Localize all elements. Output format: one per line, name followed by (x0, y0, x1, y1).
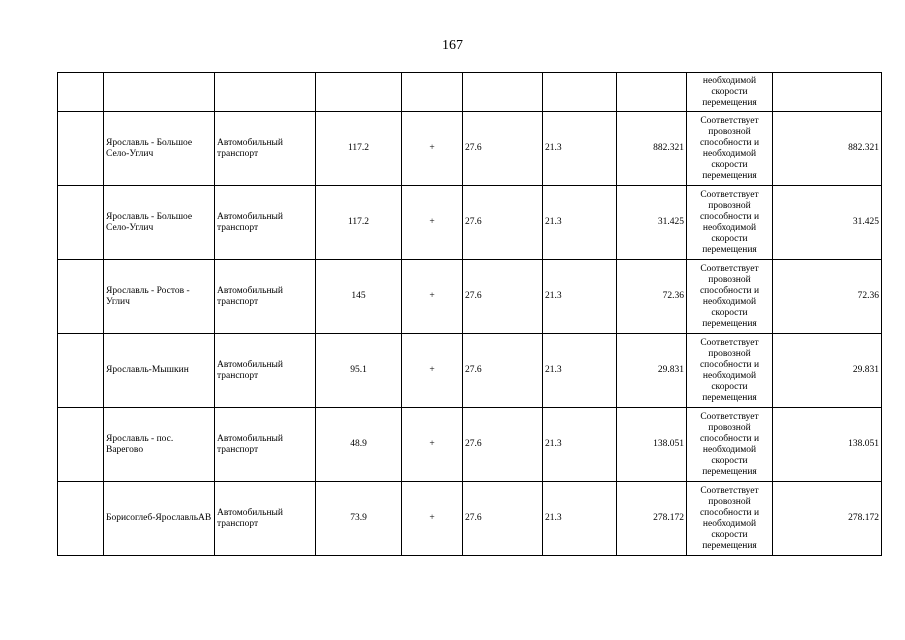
table-row (58, 112, 882, 186)
cell-value2: 278.172 (773, 482, 882, 556)
cell-route: Ярославль - Большое Село-Углич (104, 112, 215, 186)
table-row (58, 334, 882, 408)
continuation-row (58, 73, 882, 112)
cell-index (58, 112, 104, 186)
cell-status: Соответствует провозной способности и необходимой скорости перемещения (687, 482, 773, 556)
cell-v2: 21.3 (543, 482, 617, 556)
cell-v1: 27.6 (463, 112, 543, 186)
cell-v1: 27.6 (463, 482, 543, 556)
cell-v2: 21.3 (543, 260, 617, 334)
cell-route: Ярославль-Мышкин (104, 334, 215, 408)
cell-mark: + (402, 334, 463, 408)
cell-v1: 27.6 (463, 186, 543, 260)
cell-transport: Автомобильный транспорт (215, 260, 316, 334)
cell-value2: 72.36 (773, 260, 882, 334)
cell-status: Соответствует провозной способности и необходимой скорости перемещения (687, 186, 773, 260)
cell-value2 (773, 73, 882, 112)
cell-index (58, 186, 104, 260)
cell-length (316, 73, 402, 112)
cell-length: 145 (316, 260, 402, 334)
cell-value: 31.425 (617, 186, 687, 260)
cell-index (58, 334, 104, 408)
cell-value (617, 73, 687, 112)
cell-value2: 31.425 (773, 186, 882, 260)
cell-status: Соответствует провозной способности и необходимой скорости перемещения (687, 112, 773, 186)
cell-status: Соответствует провозной способности и необходимой скорости перемещения (687, 408, 773, 482)
table-row (58, 482, 882, 556)
cell-index (58, 408, 104, 482)
cell-v2: 21.3 (543, 112, 617, 186)
cell-mark: + (402, 112, 463, 186)
cell-route: Борисоглеб-ЯрославльАВ (104, 482, 215, 556)
cell-value2: 29.831 (773, 334, 882, 408)
cell-index (58, 482, 104, 556)
cell-value: 882.321 (617, 112, 687, 186)
cell-mark: + (402, 408, 463, 482)
cell-status: Соответствует провозной способности и необходимой скорости перемещения (687, 260, 773, 334)
cell-value: 278.172 (617, 482, 687, 556)
routes-table (57, 72, 882, 556)
cell-v1: 27.6 (463, 260, 543, 334)
table-row (58, 186, 882, 260)
cell-mark: + (402, 260, 463, 334)
cell-value2: 138.051 (773, 408, 882, 482)
cell-transport: Автомобильный транспорт (215, 482, 316, 556)
table-row (58, 408, 882, 482)
cell-mark: + (402, 482, 463, 556)
cell-status: Соответствует провозной способности и необходимой скорости перемещения (687, 334, 773, 408)
cell-transport: Автомобильный транспорт (215, 334, 316, 408)
cell-length: 48.9 (316, 408, 402, 482)
cell-index (58, 73, 104, 112)
page-number: 167 (442, 38, 463, 53)
cell-v2 (543, 73, 617, 112)
cell-transport (215, 73, 316, 112)
cell-v2: 21.3 (543, 408, 617, 482)
cell-mark: + (402, 186, 463, 260)
cell-transport: Автомобильный транспорт (215, 112, 316, 186)
cell-length: 95.1 (316, 334, 402, 408)
cell-v2: 21.3 (543, 186, 617, 260)
cell-v1: 27.6 (463, 408, 543, 482)
cell-route: Ярославль - Большое Село-Углич (104, 186, 215, 260)
cell-route: Ярославль - Ростов - Углич (104, 260, 215, 334)
cell-route (104, 73, 215, 112)
cell-v1 (463, 73, 543, 112)
cell-mark (402, 73, 463, 112)
cell-value: 29.831 (617, 334, 687, 408)
cell-route: Ярославль - пос. Варегово (104, 408, 215, 482)
cell-length: 117.2 (316, 112, 402, 186)
cell-value: 72.36 (617, 260, 687, 334)
cell-transport: Автомобильный транспорт (215, 408, 316, 482)
cell-value: 138.051 (617, 408, 687, 482)
cell-index (58, 260, 104, 334)
cell-transport: Автомобильный транспорт (215, 186, 316, 260)
cell-value2: 882.321 (773, 112, 882, 186)
cell-length: 73.9 (316, 482, 402, 556)
cell-v2: 21.3 (543, 334, 617, 408)
cell-status: необходимой скорости перемещения (687, 73, 773, 112)
table-row (58, 260, 882, 334)
cell-length: 117.2 (316, 186, 402, 260)
cell-v1: 27.6 (463, 334, 543, 408)
